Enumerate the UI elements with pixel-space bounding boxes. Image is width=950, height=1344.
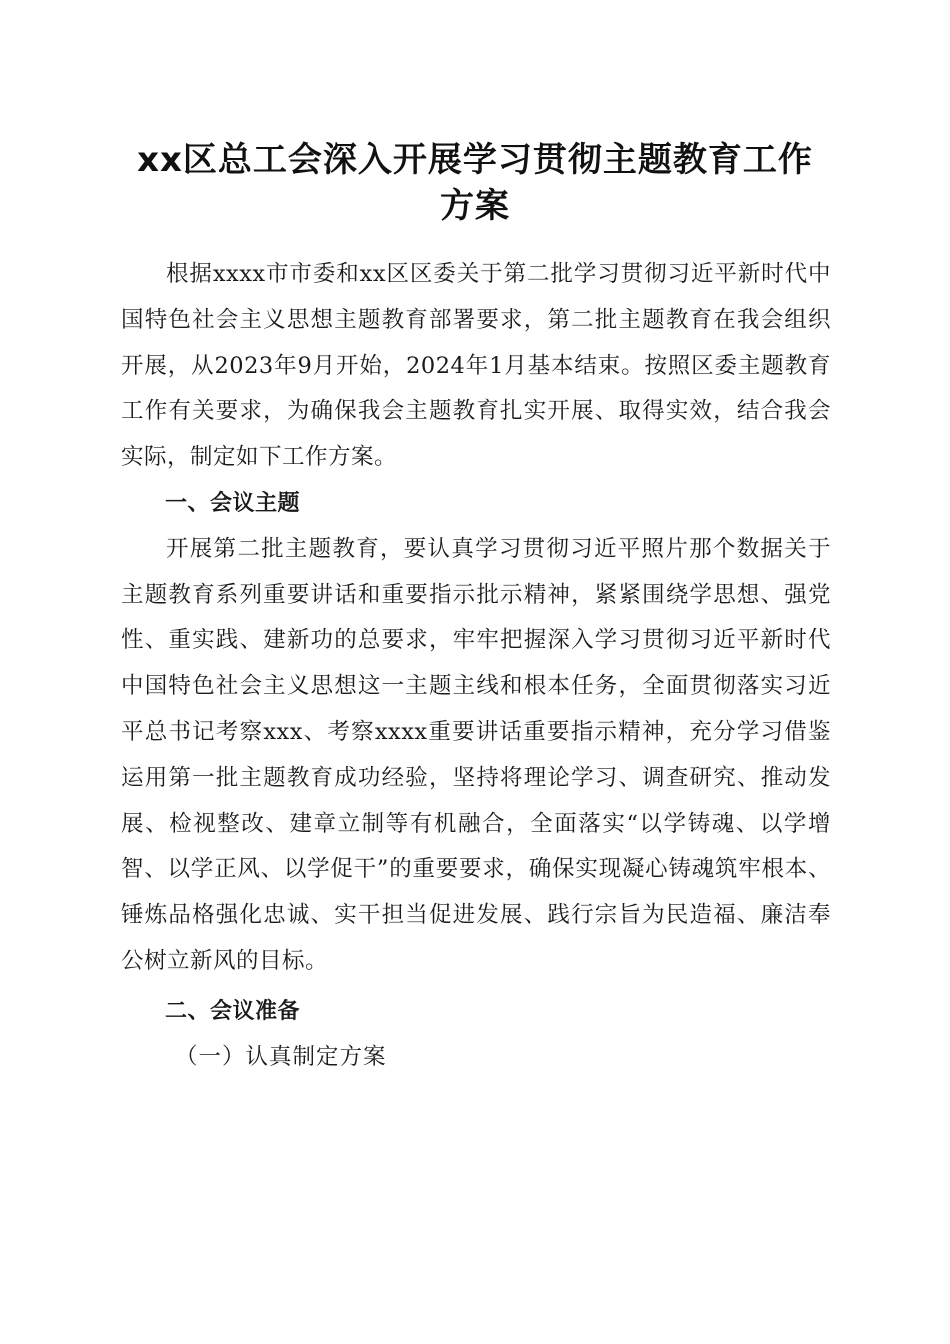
section-heading-meeting-preparation: 二、会议准备 [165, 998, 301, 1024]
subheading-draft-plan: （一）认真制定方案 [175, 1043, 387, 1070]
intro-paragraph: 根据xxxx市市委和xx区区委关于第二批学习贯彻习近平新时代中国特色社会主义思想主题教育部署要求，第二批主题教育在我会组织开展，从2023年9月开始，2024年1月基本结束。按照区委主题教育工作有关要求，为确保我会主题教育扎实开展、取得实效，结合我会实际，制定如下工作方案。 [121, 261, 831, 471]
meeting-theme-paragraph: 开展第二批主题教育，要认真学习贯彻习近平照片那个数据关于主题教育系列重要讲话和重要指示批示精神，紧紧围绕学思想、强党性、重实践、建新功的总要求，牢牢把握深入学习贯彻习近平新时代中国特色社会主义思想这一主题主线和根本任务，全面贯彻落实习近平总书记考察xxx、考察xxxx重要讲话重要指示精神，充分学习借鉴运用第一批主题教育成功经验，坚持将理论学习、调查研究、推动发展、检视整改、建章立制等有机融合，全面落实“以学铸魂、以学增智、以学正风、以学促干”的重要要求，确保实现凝心铸魂筑牢根本、锤炼品格强化忠诚、实干担当促进发展、践行宗旨为民造福、廉洁奉公树立新风的目标。 [121, 535, 831, 974]
section-heading-meeting-theme: 一、会议主题 [165, 490, 301, 516]
document-body [121, 252, 831, 1080]
document-title-line-1: xx区总工会深入开展学习贯彻主题教育工作 [137, 140, 813, 180]
document-title-line-2: 方案 [440, 186, 510, 226]
